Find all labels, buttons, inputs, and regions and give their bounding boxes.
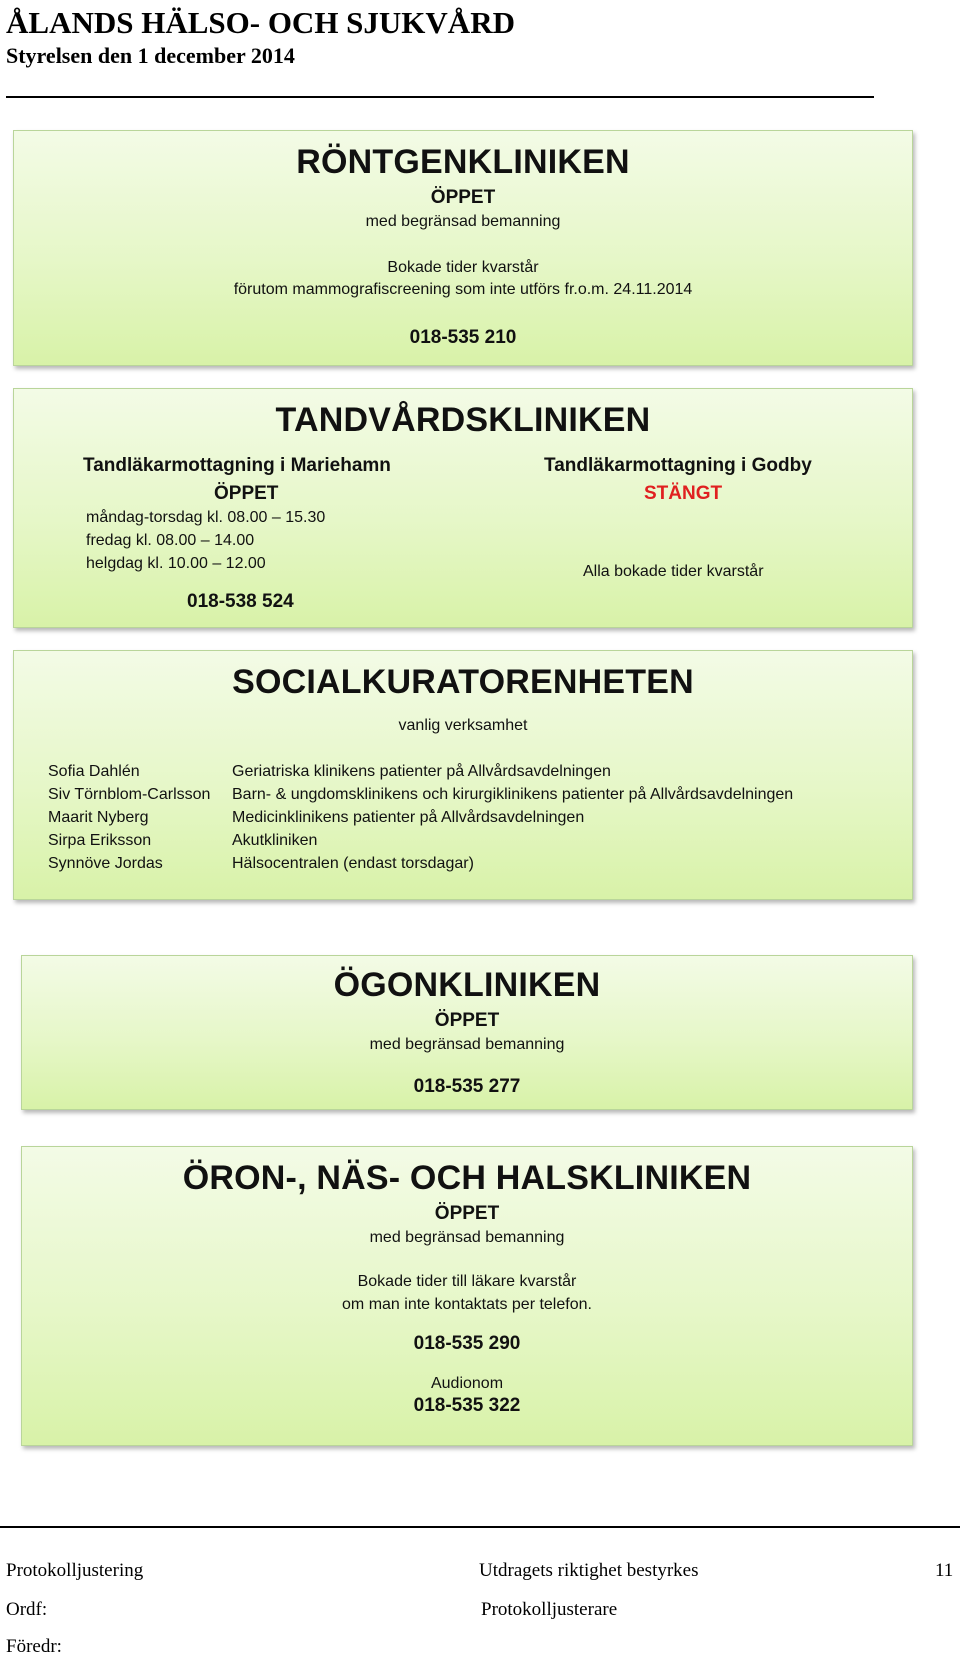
ogon-staffing: med begränsad bemanning (369, 1036, 565, 1053)
rontgen-phone: 018-535 210 (409, 327, 517, 348)
social-area-4: Akutkliniken (232, 832, 318, 849)
social-name-5: Synnöve Jordas (48, 855, 163, 872)
ogon-status: ÖPPET (434, 1010, 500, 1031)
audionom-label: Audionom (430, 1375, 504, 1392)
header-divider (6, 96, 874, 98)
ogon-title: ÖGONKLINIKEN (333, 966, 601, 1004)
rontgen-note-line2: förutom mammografiscreening som inte utförs fr.o.m. 24.11.2014 (233, 281, 693, 298)
oron-note-line1: Bokade tider till läkare kvarstår (357, 1273, 577, 1290)
ogon-box (21, 955, 913, 1110)
social-name-1: Sofia Dahlén (48, 763, 140, 780)
footer-foredr: Föredr: (6, 1636, 62, 1657)
social-area-1: Geriatriska klinikens patienter på Allvårdsavdelningen (232, 763, 611, 780)
mariehamn-phone: 018-538 524 (187, 591, 294, 612)
oron-phone: 018-535 290 (413, 1333, 521, 1354)
footer-utdragets-riktighet: Utdragets riktighet bestyrkes (479, 1560, 699, 1581)
mariehamn-name: Tandläkarmottagning i Mariehamn (83, 455, 391, 476)
social-name-3: Maarit Nyberg (48, 809, 149, 826)
rontgen-title: RÖNTGENKLINIKEN (296, 143, 630, 181)
rontgen-box (13, 130, 913, 366)
social-name-4: Sirpa Eriksson (48, 832, 152, 849)
social-area-3: Medicinklinikens patienter på Allvårdsavdelningen (232, 809, 585, 826)
document-header (6, 4, 515, 70)
footer-protokolljustering: Protokolljustering (6, 1560, 144, 1581)
footer-ordf: Ordf: (6, 1599, 48, 1620)
godby-note: Alla bokade tider kvarstår (583, 563, 764, 580)
social-area-2: Barn- & ungdomsklinikens och kirurgiklinikens patienter på Allvårdsavdelningen (232, 786, 794, 803)
mariehamn-status: ÖPPET (214, 483, 279, 504)
oron-staffing: med begränsad bemanning (369, 1229, 565, 1246)
mariehamn-hours-2: fredag kl. 08.00 – 14.00 (86, 532, 255, 549)
social-name-2: Siv Törnblom-Carlsson (48, 786, 211, 803)
footer-protokolljusterare: Protokolljusterare (481, 1599, 618, 1620)
mariehamn-hours-3: helgdag kl. 10.00 – 12.00 (86, 555, 266, 572)
document-subtitle: Styrelsen den 1 december 2014 (6, 43, 295, 68)
social-subtitle: vanlig verksamhet (398, 717, 528, 734)
oron-title: ÖRON-, NÄS- OCH HALSKLINIKEN (182, 1159, 752, 1197)
document-title: ÅLANDS HÄLSO- OCH SJUKVÅRD (6, 5, 515, 40)
tandvard-title: TANDVÅRDSKLINIKEN (275, 401, 651, 439)
godby-status: STÄNGT (644, 483, 723, 504)
rontgen-status: ÖPPET (430, 187, 496, 208)
page-number: 11 (935, 1560, 954, 1581)
social-box (13, 650, 913, 900)
oron-status: ÖPPET (434, 1203, 500, 1224)
rontgen-staffing: med begränsad bemanning (365, 213, 561, 230)
tandvard-box (13, 388, 913, 628)
social-title: SOCIALKURATORENHETEN (232, 663, 694, 701)
rontgen-note-line1: Bokade tider kvarstår (387, 259, 539, 276)
mariehamn-hours-1: måndag-torsdag kl. 08.00 – 15.30 (86, 509, 326, 526)
oron-box (21, 1146, 913, 1446)
audionom-phone: 018-535 322 (413, 1395, 521, 1416)
godby-name: Tandläkarmottagning i Godby (544, 455, 812, 476)
ogon-phone: 018-535 277 (413, 1076, 521, 1097)
oron-note-line2: om man inte kontaktats per telefon. (342, 1296, 592, 1313)
social-area-5: Hälsocentralen (endast torsdagar) (232, 855, 474, 872)
footer-divider (0, 1526, 960, 1528)
